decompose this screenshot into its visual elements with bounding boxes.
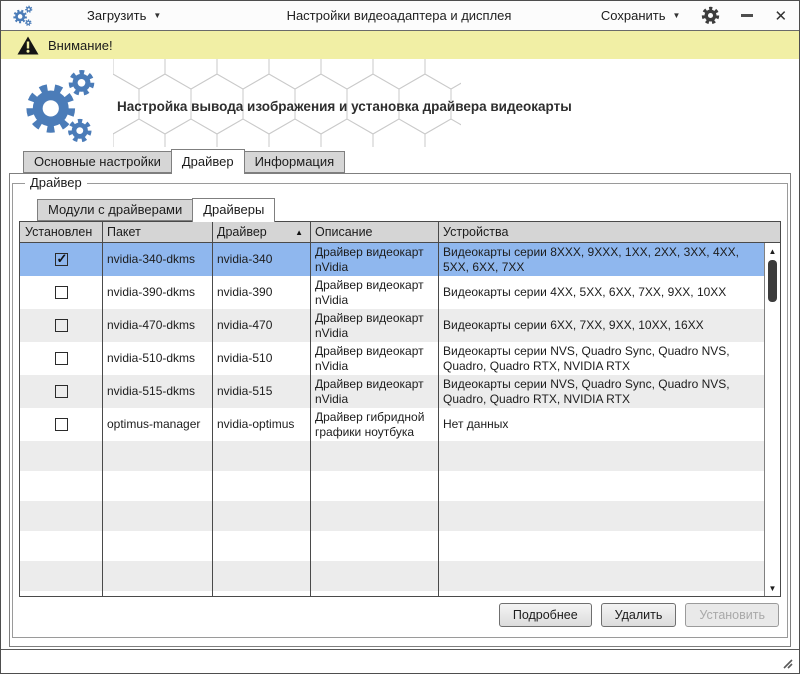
load-button-label: Загрузить — [87, 8, 147, 23]
resize-grip[interactable] — [778, 655, 794, 669]
vertical-scrollbar[interactable] — [764, 243, 780, 596]
subtab-driver-modules[interactable]: Модули с драйверами — [37, 199, 193, 221]
package-cell: nvidia-510-dkms — [107, 351, 196, 365]
installed-cell — [20, 408, 102, 441]
installed-checkbox[interactable] — [55, 352, 68, 365]
table-row[interactable] — [20, 243, 764, 276]
installed-cell — [20, 276, 102, 309]
package-cell: nvidia-470-dkms — [107, 318, 196, 332]
description-cell: Драйвер видеокарт nVidia — [315, 244, 424, 274]
save-button[interactable] — [601, 8, 681, 23]
installed-checkbox[interactable] — [55, 319, 68, 332]
tab-information[interactable]: Информация — [244, 151, 346, 173]
details-button[interactable]: Подробнее — [499, 603, 592, 627]
gear-icon — [701, 6, 720, 25]
driver-cell: nvidia-510 — [217, 351, 273, 365]
driver-cell: nvidia-470 — [217, 318, 273, 332]
devices-cell: Видеокарты серии NVS, Quadro Sync, Quadro NVS, Quadro, Quadro RTX, NVIDIA RTX — [443, 376, 730, 406]
action-buttons-row — [17, 597, 783, 633]
package-cell: optimus-manager — [107, 417, 201, 431]
banner-title: Настройка вывода изображения и установка драйвера видеокарты — [117, 99, 572, 114]
package-cell: nvidia-515-dkms — [107, 384, 196, 398]
column-header-package[interactable]: Пакет — [107, 225, 141, 239]
driver-cell: nvidia-390 — [217, 285, 273, 299]
main-tab-bar — [1, 147, 799, 173]
devices-cell: Нет данных — [443, 417, 509, 431]
subtab-drivers[interactable]: Драйверы — [192, 198, 275, 222]
driver-tab-panel — [9, 173, 791, 647]
installed-checkbox[interactable] — [55, 253, 68, 266]
scrollbar-thumb[interactable] — [768, 260, 777, 302]
titlebar-right — [511, 6, 787, 25]
description-cell: Драйвер видеокарт nVidia — [315, 376, 424, 406]
table-header — [20, 222, 780, 243]
groupbox-legend: Драйвер — [25, 175, 87, 190]
header-banner — [1, 59, 799, 147]
package-cell: nvidia-340-dkms — [107, 252, 196, 266]
devices-cell: Видеокарты серии 8XXX, 9XXX, 1XX, 2XX, 3XX, 4XX, 5XX, 6XX, 7XX — [443, 244, 739, 274]
drivers-table — [19, 221, 781, 597]
description-cell: Драйвер видеокарт nVidia — [315, 343, 424, 373]
install-button[interactable]: Установить — [685, 603, 779, 627]
scroll-down-arrow-icon[interactable]: ▼ — [768, 583, 777, 593]
remove-button[interactable]: Удалить — [601, 603, 677, 627]
column-header-description[interactable]: Описание — [315, 225, 373, 239]
installed-cell — [20, 342, 102, 375]
package-cell: nvidia-390-dkms — [107, 285, 196, 299]
empty-rows-area — [20, 441, 764, 596]
devices-cell: Видеокарты серии 6XX, 7XX, 9XX, 10XX, 16XX — [443, 318, 704, 332]
table-row[interactable] — [20, 375, 764, 408]
installed-checkbox[interactable] — [55, 418, 68, 431]
tab-driver[interactable]: Драйвер — [171, 149, 245, 174]
minimize-icon — [741, 14, 753, 17]
installed-checkbox[interactable] — [55, 286, 68, 299]
table-row[interactable] — [20, 276, 764, 309]
status-bar — [1, 649, 799, 673]
close-button[interactable] — [774, 7, 787, 25]
app-gears-icon — [11, 4, 35, 27]
chevron-down-icon: ▼ — [153, 11, 162, 20]
driver-groupbox — [12, 175, 788, 638]
save-button-label: Сохранить — [600, 8, 666, 23]
minimize-button[interactable] — [741, 14, 753, 17]
column-header-driver[interactable] — [212, 225, 310, 239]
scroll-up-arrow-icon[interactable]: ▲ — [768, 246, 777, 256]
driver-cell: nvidia-340 — [217, 252, 273, 266]
description-cell: Драйвер гибридной графики ноутбука — [315, 409, 425, 439]
gears-icon — [15, 64, 107, 146]
table-row[interactable] — [20, 408, 764, 441]
warning-bar — [1, 31, 799, 59]
column-header-devices[interactable]: Устройства — [443, 225, 509, 239]
sort-ascending-icon: ▲ — [295, 227, 303, 237]
chevron-down-icon: ▼ — [672, 11, 681, 20]
driver-cell: nvidia-515 — [217, 384, 273, 398]
column-header-installed[interactable]: Установлен — [25, 225, 93, 239]
installed-cell — [20, 375, 102, 408]
devices-cell: Видеокарты серии NVS, Quadro Sync, Quadro NVS, Quadro, Quadro RTX, NVIDIA RTX — [443, 343, 730, 373]
installed-checkbox[interactable] — [55, 385, 68, 398]
table-body — [20, 243, 764, 596]
installed-cell — [20, 309, 102, 342]
table-row[interactable] — [20, 342, 764, 375]
devices-cell: Видеокарты серии 4XX, 5XX, 6XX, 7XX, 9XX, 10XX — [443, 285, 727, 299]
table-row[interactable] — [20, 309, 764, 342]
warning-text: Внимание! — [48, 37, 113, 53]
close-icon: ✕ — [774, 7, 788, 25]
description-cell: Драйвер видеокарт nVidia — [315, 310, 424, 340]
titlebar-left — [11, 4, 287, 27]
tab-basic-settings[interactable]: Основные настройки — [23, 151, 172, 173]
title-bar — [1, 1, 799, 31]
sub-tab-bar — [37, 197, 783, 221]
load-button[interactable] — [87, 8, 161, 23]
warning-triangle-icon — [17, 36, 39, 55]
column-header-driver-label: Драйвер — [217, 225, 267, 239]
installed-cell — [20, 243, 102, 276]
driver-cell: nvidia-optimus — [217, 417, 295, 431]
description-cell: Драйвер видеокарт nVidia — [315, 277, 424, 307]
settings-button[interactable] — [701, 6, 720, 25]
window-title: Настройки видеоадаптера и дисплея — [286, 8, 512, 23]
